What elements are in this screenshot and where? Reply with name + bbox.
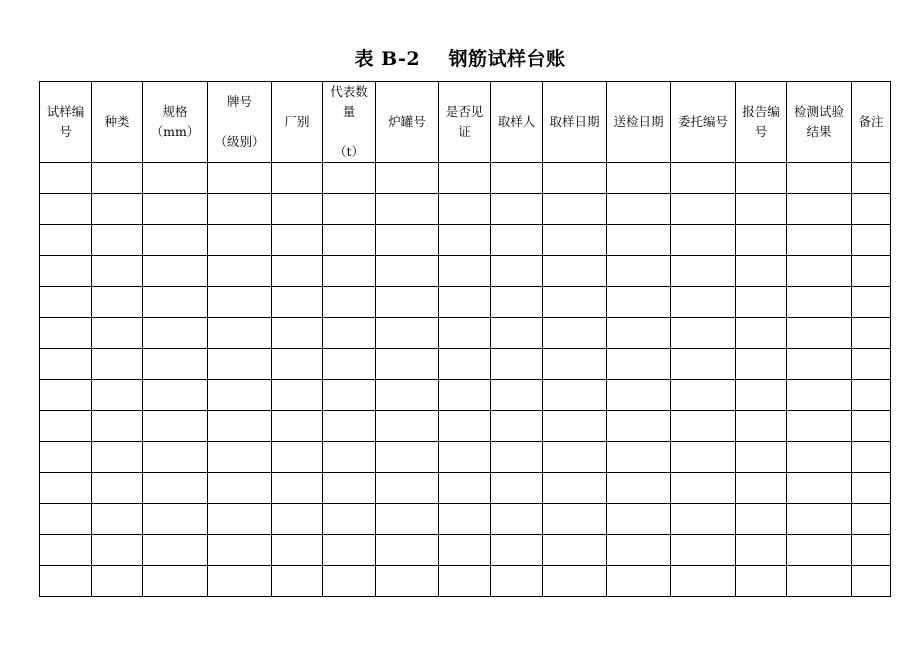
column-header xyxy=(323,82,376,163)
table-cell xyxy=(323,349,376,380)
table-cell xyxy=(852,287,891,318)
table-cell xyxy=(376,411,439,442)
table-cell xyxy=(787,225,852,256)
table-cell xyxy=(208,287,272,318)
table-cell xyxy=(376,504,439,535)
table-cell xyxy=(607,318,671,349)
table-cell xyxy=(543,473,607,504)
table-cell xyxy=(208,473,272,504)
column-header-label: 试样编 号 xyxy=(46,104,85,139)
table-cell xyxy=(607,380,671,411)
table-cell xyxy=(143,411,208,442)
table-cell xyxy=(143,318,208,349)
table-cell xyxy=(143,380,208,411)
table-cell xyxy=(543,287,607,318)
table-row xyxy=(40,380,891,411)
table-cell xyxy=(491,504,543,535)
table-cell xyxy=(208,380,272,411)
table-cell xyxy=(736,318,787,349)
table-cell xyxy=(787,504,852,535)
table-cell xyxy=(376,380,439,411)
table-cell xyxy=(543,349,607,380)
table-cell xyxy=(40,225,92,256)
table-cell xyxy=(852,256,891,287)
table-cell xyxy=(272,225,323,256)
table-cell xyxy=(543,535,607,566)
table-cell xyxy=(272,349,323,380)
table-cell xyxy=(439,256,491,287)
table-cell xyxy=(736,287,787,318)
table-cell xyxy=(543,225,607,256)
table-cell xyxy=(491,349,543,380)
table-cell xyxy=(272,318,323,349)
table-cell xyxy=(543,504,607,535)
column-header xyxy=(543,82,607,163)
table-row xyxy=(40,194,891,225)
column-header-label: 报告编 号 xyxy=(742,104,780,139)
table-cell xyxy=(543,380,607,411)
table-cell xyxy=(736,411,787,442)
table-cell xyxy=(40,194,92,225)
table-cell xyxy=(852,411,891,442)
column-header-label: 委托编号 xyxy=(677,114,728,129)
table-cell xyxy=(787,163,852,194)
table-cell xyxy=(323,411,376,442)
table-cell xyxy=(323,318,376,349)
table-cell xyxy=(543,566,607,597)
table-cell xyxy=(323,194,376,225)
table-cell xyxy=(143,535,208,566)
table-cell xyxy=(607,504,671,535)
table-cell xyxy=(787,256,852,287)
table-cell xyxy=(671,473,736,504)
table-cell xyxy=(323,380,376,411)
table-cell xyxy=(439,349,491,380)
column-header-label: 种类 xyxy=(104,114,130,129)
table-cell xyxy=(40,318,92,349)
table-cell xyxy=(92,504,143,535)
column-header xyxy=(736,82,787,163)
table-cell xyxy=(208,411,272,442)
table-cell xyxy=(787,287,852,318)
table-row xyxy=(40,504,891,535)
table-cell xyxy=(376,318,439,349)
table-cell xyxy=(671,256,736,287)
table-cell xyxy=(323,163,376,194)
table-cell xyxy=(439,163,491,194)
table-cell xyxy=(787,442,852,473)
table-cell xyxy=(543,194,607,225)
table-cell xyxy=(491,256,543,287)
column-header xyxy=(852,82,891,163)
table-cell xyxy=(491,194,543,225)
table-cell xyxy=(736,473,787,504)
table-cell xyxy=(736,256,787,287)
table-cell xyxy=(439,194,491,225)
table-cell xyxy=(208,442,272,473)
column-header-label: 取样日期 xyxy=(549,114,600,129)
table-cell xyxy=(92,411,143,442)
table-cell xyxy=(736,349,787,380)
table-cell xyxy=(40,504,92,535)
table-cell xyxy=(671,442,736,473)
header-row xyxy=(40,82,891,163)
table-cell xyxy=(376,256,439,287)
column-header-label: 代表数 量 （t） xyxy=(330,84,368,159)
table-cell xyxy=(208,194,272,225)
column-header xyxy=(208,82,272,163)
table-cell xyxy=(92,442,143,473)
table-cell xyxy=(92,318,143,349)
table-cell xyxy=(323,442,376,473)
table-cell xyxy=(736,535,787,566)
table-cell xyxy=(143,504,208,535)
table-cell xyxy=(736,380,787,411)
table-row xyxy=(40,163,891,194)
table-cell xyxy=(671,318,736,349)
rebar-sample-ledger-table xyxy=(39,81,891,597)
table-cell xyxy=(272,194,323,225)
table-cell xyxy=(439,442,491,473)
table-cell xyxy=(143,566,208,597)
table-row xyxy=(40,318,891,349)
table-cell xyxy=(92,535,143,566)
table-cell xyxy=(376,163,439,194)
column-header-label: 规格 （mm） xyxy=(150,104,200,139)
table-cell xyxy=(607,442,671,473)
table-cell xyxy=(92,163,143,194)
table-cell xyxy=(439,473,491,504)
column-header-label: 送检日期 xyxy=(613,114,664,129)
column-header xyxy=(376,82,439,163)
table-cell xyxy=(323,225,376,256)
table-cell xyxy=(40,349,92,380)
table-cell xyxy=(671,566,736,597)
table-cell xyxy=(543,411,607,442)
table-cell xyxy=(671,535,736,566)
table-cell xyxy=(491,442,543,473)
table-cell xyxy=(491,163,543,194)
table-cell xyxy=(491,411,543,442)
table-cell xyxy=(491,318,543,349)
table-cell xyxy=(671,225,736,256)
table-cell xyxy=(143,163,208,194)
column-header xyxy=(671,82,736,163)
page-title: 表 B-2 钢筋试样台账 xyxy=(354,48,566,70)
table-row xyxy=(40,535,891,566)
table-cell xyxy=(852,442,891,473)
column-header xyxy=(92,82,143,163)
table-cell xyxy=(40,473,92,504)
table-cell xyxy=(852,473,891,504)
table-cell xyxy=(491,380,543,411)
column-header xyxy=(272,82,323,163)
table-cell xyxy=(671,163,736,194)
table-cell xyxy=(736,163,787,194)
table-cell xyxy=(607,349,671,380)
table-cell xyxy=(272,566,323,597)
table-cell xyxy=(852,194,891,225)
table-cell xyxy=(40,442,92,473)
table-cell xyxy=(491,535,543,566)
table-cell xyxy=(272,380,323,411)
table-cell xyxy=(852,163,891,194)
table-cell xyxy=(607,256,671,287)
table-cell xyxy=(491,473,543,504)
table-cell xyxy=(323,566,376,597)
table-cell xyxy=(543,318,607,349)
table-cell xyxy=(208,535,272,566)
table-cell xyxy=(40,566,92,597)
table-cell xyxy=(92,287,143,318)
table-cell xyxy=(607,566,671,597)
table-cell xyxy=(323,287,376,318)
table-cell xyxy=(323,535,376,566)
table-cell xyxy=(92,225,143,256)
table-cell xyxy=(491,566,543,597)
table-cell xyxy=(376,473,439,504)
table-cell xyxy=(376,225,439,256)
table-cell xyxy=(543,442,607,473)
table-cell xyxy=(143,349,208,380)
table-cell xyxy=(491,225,543,256)
table-cell xyxy=(543,163,607,194)
table-row xyxy=(40,473,891,504)
table-cell xyxy=(787,349,852,380)
table-cell xyxy=(439,380,491,411)
table-cell xyxy=(208,256,272,287)
table-cell xyxy=(143,287,208,318)
column-header-label: 是否见 证 xyxy=(445,104,484,139)
table-cell xyxy=(736,442,787,473)
table-row xyxy=(40,442,891,473)
table-cell xyxy=(272,256,323,287)
table-cell xyxy=(787,566,852,597)
table-cell xyxy=(323,256,376,287)
table-cell xyxy=(376,287,439,318)
table-cell xyxy=(607,287,671,318)
table-cell xyxy=(852,349,891,380)
table-cell xyxy=(40,535,92,566)
table-cell xyxy=(208,318,272,349)
table-cell xyxy=(376,349,439,380)
table-cell xyxy=(607,225,671,256)
table-cell xyxy=(671,504,736,535)
table-cell xyxy=(607,535,671,566)
table-header xyxy=(40,82,891,163)
table-cell xyxy=(272,473,323,504)
table-row xyxy=(40,411,891,442)
table-row xyxy=(40,225,891,256)
table-cell xyxy=(736,504,787,535)
column-header-label: 检测试验 结果 xyxy=(793,104,844,139)
table-cell xyxy=(272,504,323,535)
table-cell xyxy=(208,504,272,535)
table-cell xyxy=(439,411,491,442)
table-cell xyxy=(787,473,852,504)
table-cell xyxy=(852,566,891,597)
table-cell xyxy=(92,473,143,504)
column-header xyxy=(439,82,491,163)
table-cell xyxy=(40,411,92,442)
table-cell xyxy=(787,318,852,349)
table-cell xyxy=(323,473,376,504)
table-cell xyxy=(736,225,787,256)
table-body xyxy=(40,163,891,597)
column-header xyxy=(40,82,92,163)
table-cell xyxy=(208,163,272,194)
table-cell xyxy=(439,504,491,535)
table-cell xyxy=(607,194,671,225)
column-header-label: 牌号 （级别） xyxy=(214,94,265,149)
table-cell xyxy=(787,411,852,442)
table-cell xyxy=(40,380,92,411)
table-cell xyxy=(323,504,376,535)
table-cell xyxy=(736,194,787,225)
table-cell xyxy=(92,380,143,411)
table-cell xyxy=(491,287,543,318)
table-cell xyxy=(671,287,736,318)
column-header xyxy=(607,82,671,163)
table-cell xyxy=(376,194,439,225)
table-cell xyxy=(40,287,92,318)
table-cell xyxy=(852,225,891,256)
table-row xyxy=(40,349,891,380)
table-row xyxy=(40,566,891,597)
table-cell xyxy=(671,380,736,411)
table-cell xyxy=(92,194,143,225)
table-cell xyxy=(852,504,891,535)
column-header-label: 取样人 xyxy=(497,114,536,129)
table-cell xyxy=(787,380,852,411)
table-row xyxy=(40,256,891,287)
table-cell xyxy=(143,473,208,504)
table-cell xyxy=(92,566,143,597)
table-cell xyxy=(787,194,852,225)
table-cell xyxy=(439,566,491,597)
table-cell xyxy=(272,163,323,194)
table-cell xyxy=(143,256,208,287)
table-cell xyxy=(671,411,736,442)
table-cell xyxy=(272,535,323,566)
column-header xyxy=(143,82,208,163)
table-cell xyxy=(852,318,891,349)
table-cell xyxy=(92,256,143,287)
table-cell xyxy=(208,225,272,256)
table-cell xyxy=(852,535,891,566)
column-header xyxy=(491,82,543,163)
table-cell xyxy=(439,535,491,566)
table-cell xyxy=(439,287,491,318)
table-cell xyxy=(607,473,671,504)
table-cell xyxy=(852,380,891,411)
table-cell xyxy=(272,287,323,318)
table-cell xyxy=(376,566,439,597)
table-cell xyxy=(671,194,736,225)
table-cell xyxy=(787,535,852,566)
table-cell xyxy=(208,566,272,597)
table-cell xyxy=(543,256,607,287)
table-cell xyxy=(607,163,671,194)
table-cell xyxy=(208,349,272,380)
table-cell xyxy=(439,318,491,349)
table-cell xyxy=(272,442,323,473)
table-cell xyxy=(92,349,143,380)
table-cell xyxy=(607,411,671,442)
table-cell xyxy=(272,411,323,442)
column-header-label: 炉罐号 xyxy=(388,114,426,129)
table-row xyxy=(40,287,891,318)
table-cell xyxy=(736,566,787,597)
table-cell xyxy=(40,256,92,287)
table-cell xyxy=(40,163,92,194)
table-cell xyxy=(143,442,208,473)
column-header xyxy=(787,82,852,163)
table-cell xyxy=(671,349,736,380)
table-cell xyxy=(376,535,439,566)
table-cell xyxy=(376,442,439,473)
table-cell xyxy=(439,225,491,256)
table-cell xyxy=(143,225,208,256)
column-header-label: 备注 xyxy=(858,114,884,129)
table-cell xyxy=(143,194,208,225)
column-header-label: 厂别 xyxy=(284,114,310,129)
